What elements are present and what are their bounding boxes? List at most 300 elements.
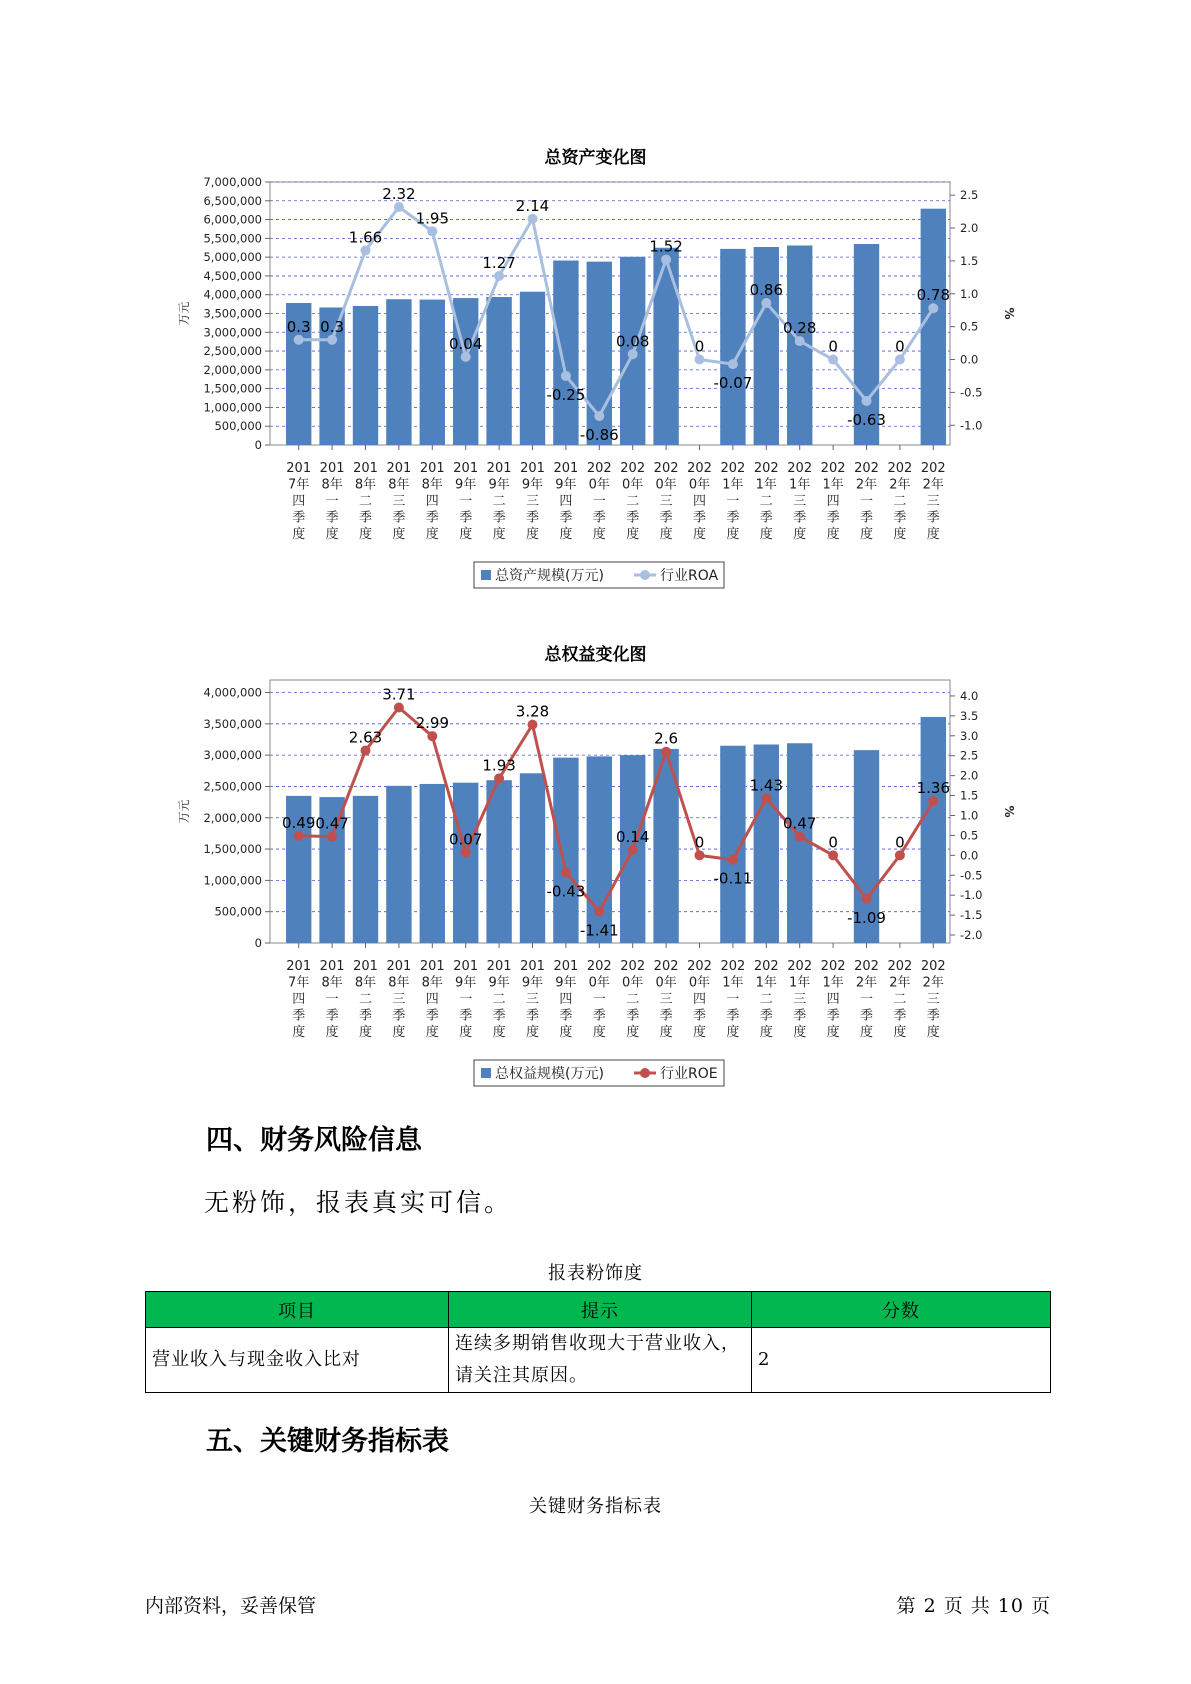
chart-title-assets: 总资产变化图	[544, 148, 647, 168]
data-label: -0.07	[713, 374, 753, 393]
x-tick-label: 201	[553, 959, 579, 974]
data-label: 2.99	[415, 714, 450, 733]
data-label: 2.63	[348, 728, 383, 747]
x-tick-label: 0年	[655, 477, 677, 493]
x-tick-label: 度	[559, 527, 573, 542]
y-left-tick-label: 500,000	[214, 904, 262, 919]
x-tick-label: 1年	[755, 477, 777, 493]
y-left-tick-label: 1,500,000	[203, 381, 262, 396]
data-label: 0.07	[448, 830, 483, 849]
bar	[754, 247, 779, 445]
bar	[921, 209, 946, 445]
line-point	[528, 214, 538, 224]
data-label: 0.47	[315, 814, 349, 833]
risk-table	[145, 1291, 1051, 1393]
data-label: 0.04	[448, 334, 483, 353]
y-right-tick-label: -0.5	[960, 868, 983, 883]
x-tick-label: 2年	[855, 477, 878, 493]
x-tick-label: 202	[653, 959, 679, 974]
legend-line-marker	[640, 570, 650, 580]
x-tick-label: 一	[726, 992, 740, 1007]
x-tick-label: 201	[453, 959, 479, 974]
x-tick-label: 0年	[655, 975, 677, 991]
x-tick-label: 度	[926, 527, 940, 542]
legend-bar-label: 总资产规模(万元)	[495, 568, 604, 584]
line-point	[862, 894, 872, 904]
x-tick-label: 三	[392, 992, 406, 1007]
x-tick-label: 度	[358, 1025, 373, 1040]
x-tick-label: 四	[692, 494, 707, 509]
line-point	[427, 731, 437, 741]
line-point	[795, 832, 805, 842]
x-tick-label: 202	[620, 461, 646, 476]
line-point	[795, 336, 805, 346]
data-label: -0.63	[847, 410, 886, 429]
x-tick-label: 201	[353, 461, 378, 476]
x-tick-label: 1年	[789, 975, 811, 991]
data-label: 0.49	[281, 813, 316, 832]
x-tick-label: 201	[419, 959, 445, 974]
x-tick-label: 三	[392, 494, 406, 509]
x-tick-label: 7年	[288, 477, 310, 493]
y-right-tick-label: 2.0	[960, 221, 979, 236]
line-point	[427, 226, 437, 236]
x-tick-label: 季	[592, 1008, 606, 1024]
data-label: 0.47	[782, 814, 817, 833]
x-tick-label: 8年	[388, 477, 410, 493]
x-tick-label: 四	[292, 992, 306, 1007]
x-tick-label: 0年	[688, 975, 711, 991]
bar	[520, 292, 545, 445]
x-tick-label: 202	[620, 959, 646, 974]
x-tick-label: 一	[592, 494, 606, 509]
x-tick-label: 度	[325, 1025, 339, 1040]
chart-title-equity: 总权益变化图	[544, 645, 647, 665]
y-left-tick-label: 7,000,000	[203, 175, 262, 189]
x-tick-label: 8年	[421, 477, 443, 493]
x-tick-label: 四	[559, 494, 573, 509]
bar	[353, 796, 378, 943]
line-point	[394, 702, 404, 712]
x-tick-label: 202	[687, 461, 712, 476]
data-label: 0.08	[615, 332, 650, 351]
data-label: 3.71	[382, 685, 416, 704]
x-tick-label: 季	[392, 510, 406, 526]
legend-line-marker	[640, 1068, 650, 1078]
bar	[653, 248, 678, 445]
data-label: 0	[895, 337, 905, 356]
x-tick-label: 一	[325, 992, 339, 1007]
x-tick-label: 度	[525, 527, 540, 542]
x-tick-label: 季	[492, 510, 506, 526]
x-tick-label: 季	[826, 510, 840, 526]
line-point	[594, 411, 604, 421]
legend-line-label: 行业ROA	[660, 568, 719, 584]
line-point	[895, 355, 905, 365]
data-label: 0	[828, 337, 838, 356]
x-tick-label: 四	[826, 494, 840, 509]
y-right-unit: %	[1002, 307, 1016, 320]
x-tick-label: 7年	[288, 975, 310, 991]
x-tick-label: 三	[525, 494, 540, 509]
data-label: 0.78	[916, 286, 951, 305]
y-right-tick-label: 2.5	[960, 748, 979, 763]
footer-page-number: 第 2 页 共 10 页	[896, 1595, 1051, 1617]
y-right-tick-label: -1.0	[960, 888, 983, 903]
x-tick-label: 三	[926, 494, 940, 509]
x-tick-label: 度	[392, 527, 406, 542]
y-right-tick-label: 3.5	[960, 708, 979, 723]
x-tick-label: 8年	[354, 477, 377, 493]
x-tick-label: 季	[492, 1008, 506, 1024]
x-tick-label: 三	[659, 494, 673, 509]
x-tick-label: 季	[525, 510, 540, 526]
x-tick-label: 1年	[822, 477, 844, 493]
x-tick-label: 二	[893, 494, 907, 509]
legend-bar-swatch	[481, 570, 491, 580]
column-header-item: 项目	[146, 1292, 449, 1328]
y-left-tick-label: 6,000,000	[203, 212, 262, 227]
data-label: 2.32	[382, 184, 416, 203]
y-left-tick-label: 3,000,000	[203, 325, 262, 340]
x-tick-label: 季	[859, 510, 874, 526]
x-tick-label: 9年	[455, 975, 477, 991]
x-tick-label: 二	[893, 992, 907, 1007]
x-tick-label: 二	[626, 992, 640, 1007]
x-tick-label: 一	[859, 494, 874, 509]
x-tick-label: 季	[626, 510, 640, 526]
line-point	[895, 850, 905, 860]
bar	[420, 300, 445, 445]
y-left-tick-label: 0	[254, 438, 262, 452]
x-tick-label: 一	[726, 494, 740, 509]
x-tick-label: 8年	[321, 477, 343, 493]
x-tick-label: 202	[720, 959, 746, 974]
data-label: 0	[694, 833, 705, 852]
x-tick-label: 季	[759, 510, 773, 526]
x-tick-label: 202	[887, 959, 913, 974]
x-tick-label: 一	[859, 992, 874, 1007]
x-tick-label: 度	[793, 527, 807, 542]
x-tick-label: 季	[626, 1008, 640, 1024]
x-tick-label: 202	[687, 959, 712, 974]
line-point	[361, 245, 371, 255]
x-tick-label: 三	[926, 992, 940, 1007]
x-tick-label: 2年	[855, 975, 878, 991]
bar	[386, 299, 411, 445]
bar	[553, 261, 578, 445]
x-tick-label: 季	[793, 510, 807, 526]
x-tick-label: 202	[887, 461, 913, 476]
x-tick-label: 二	[492, 992, 506, 1007]
y-right-tick-label: 0.0	[960, 848, 979, 863]
x-tick-label: 2年	[922, 975, 944, 991]
x-tick-label: 度	[893, 1025, 907, 1040]
x-tick-label: 季	[659, 510, 673, 526]
bar	[353, 306, 378, 445]
x-tick-label: 度	[292, 527, 306, 542]
x-tick-label: 度	[692, 1025, 707, 1040]
bar	[486, 780, 511, 943]
x-tick-label: 度	[525, 1025, 540, 1040]
x-tick-label: 201	[520, 959, 545, 974]
x-tick-label: 三	[793, 992, 807, 1007]
x-tick-label: 度	[859, 527, 874, 542]
x-tick-label: 9年	[521, 975, 544, 991]
x-tick-label: 一	[459, 494, 473, 509]
line-point	[361, 746, 371, 756]
footer-confidential: 内部资料，妥善保管	[145, 1595, 317, 1617]
x-tick-label: 季	[826, 1008, 840, 1024]
y-right-tick-label: -0.5	[960, 385, 983, 400]
y-right-tick-label: 0.5	[960, 319, 979, 334]
x-tick-label: 度	[626, 1025, 640, 1040]
x-tick-label: 度	[358, 527, 373, 542]
x-tick-label: 度	[859, 1025, 874, 1040]
x-tick-label: 0年	[688, 477, 711, 493]
x-tick-label: 四	[425, 494, 439, 509]
x-tick-label: 三	[525, 992, 540, 1007]
x-tick-label: 季	[292, 510, 306, 526]
x-tick-label: 202	[586, 461, 612, 476]
data-label: 0.14	[615, 827, 650, 846]
x-tick-label: 季	[425, 510, 439, 526]
x-tick-label: 度	[592, 527, 606, 542]
line-point	[494, 773, 504, 783]
x-tick-label: 9年	[555, 975, 577, 991]
x-tick-label: 1年	[822, 975, 844, 991]
x-tick-label: 202	[854, 959, 879, 974]
data-label: 0	[895, 833, 905, 852]
x-tick-label: 季	[525, 1008, 540, 1024]
x-tick-label: 2年	[922, 477, 944, 493]
x-tick-label: 季	[358, 510, 373, 526]
section-heading-key-indicators: 五、关键财务指标表	[206, 1426, 449, 1457]
x-tick-label: 8年	[321, 975, 343, 991]
y-left-tick-label: 500,000	[214, 419, 262, 434]
x-tick-label: 202	[820, 461, 846, 476]
x-tick-label: 0年	[588, 975, 610, 991]
x-tick-label: 季	[592, 510, 606, 526]
x-tick-label: 季	[559, 510, 573, 526]
data-label: 1.36	[916, 779, 951, 798]
x-tick-label: 二	[759, 494, 773, 509]
line-point	[494, 271, 504, 281]
x-tick-label: 季	[559, 1008, 573, 1024]
x-tick-label: 2年	[889, 477, 911, 493]
x-tick-label: 度	[893, 527, 907, 542]
data-label: 0.3	[286, 317, 311, 336]
y-left-tick-label: 2,500,000	[203, 344, 262, 359]
data-label: 3.28	[515, 702, 550, 721]
x-tick-label: 8年	[354, 975, 377, 991]
x-tick-label: 季	[926, 1008, 940, 1024]
x-tick-label: 201	[286, 959, 312, 974]
y-left-tick-label: 0	[254, 936, 262, 950]
y-right-tick-label: -1.0	[960, 418, 983, 433]
y-left-tick-label: 2,500,000	[203, 779, 262, 794]
y-left-tick-label: 1,000,000	[203, 400, 262, 415]
x-tick-label: 度	[826, 1025, 840, 1040]
line-point	[761, 298, 771, 308]
legend-bar-swatch	[481, 1068, 491, 1078]
x-tick-label: 度	[759, 527, 773, 542]
x-tick-label: 二	[626, 494, 640, 509]
x-tick-label: 201	[553, 461, 579, 476]
bar	[921, 717, 946, 943]
data-label: -0.11	[713, 869, 753, 888]
y-right-tick-label: -2.0	[960, 928, 983, 943]
y-right-tick-label: -1.5	[960, 908, 983, 923]
y-right-unit: %	[1002, 805, 1016, 818]
data-label: 0.3	[320, 317, 345, 336]
y-left-unit: 万元	[177, 799, 191, 824]
data-label: 1.93	[482, 756, 516, 775]
x-tick-label: 201	[386, 461, 412, 476]
x-tick-label: 201	[453, 461, 479, 476]
bar	[420, 784, 445, 943]
x-tick-label: 度	[759, 1025, 773, 1040]
x-tick-label: 度	[392, 1025, 406, 1040]
x-tick-label: 季	[726, 510, 740, 526]
x-tick-label: 四	[692, 992, 707, 1007]
x-tick-label: 季	[459, 1008, 473, 1024]
line-point	[394, 202, 404, 212]
x-tick-label: 202	[920, 959, 946, 974]
y-left-tick-label: 3,000,000	[203, 748, 262, 763]
x-tick-label: 一	[325, 494, 339, 509]
bar	[386, 786, 411, 943]
line-point	[628, 349, 638, 359]
x-tick-label: 四	[826, 992, 840, 1007]
y-left-tick-label: 4,000,000	[203, 287, 262, 302]
x-tick-label: 三	[659, 992, 673, 1007]
x-tick-label: 0年	[588, 477, 610, 493]
x-tick-label: 季	[425, 1008, 439, 1024]
bar	[553, 758, 578, 943]
data-label: -0.25	[546, 385, 586, 404]
x-tick-label: 季	[893, 1008, 907, 1024]
line-point	[828, 355, 838, 365]
x-tick-label: 202	[720, 461, 746, 476]
x-tick-label: 202	[586, 959, 612, 974]
line-point	[628, 845, 638, 855]
line-point	[561, 371, 571, 381]
x-tick-label: 9年	[455, 477, 477, 493]
x-tick-label: 202	[787, 461, 813, 476]
risk-conclusion-text: 无粉饰，报表真实可信。	[204, 1188, 513, 1217]
line-point	[561, 867, 571, 877]
section-heading-risk: 四、财务风险信息	[206, 1125, 422, 1156]
x-tick-label: 度	[459, 1025, 473, 1040]
x-tick-label: 202	[854, 461, 879, 476]
x-tick-label: 季	[358, 1008, 373, 1024]
x-tick-label: 度	[659, 1025, 673, 1040]
y-right-tick-label: 4.0	[960, 688, 979, 703]
x-tick-label: 度	[425, 1025, 439, 1040]
x-tick-label: 季	[692, 1008, 707, 1024]
line-point	[461, 848, 471, 858]
x-tick-label: 度	[692, 527, 707, 542]
x-tick-label: 度	[592, 1025, 606, 1040]
line-point	[461, 352, 471, 362]
x-tick-label: 季	[859, 1008, 874, 1024]
x-tick-label: 201	[486, 959, 512, 974]
line-point	[828, 850, 838, 860]
x-tick-label: 2年	[889, 975, 911, 991]
cell-hint: 连续多期销售收现大于营业收入，请关注其原因。	[449, 1328, 752, 1393]
x-tick-label: 8年	[421, 975, 443, 991]
x-tick-label: 1年	[722, 477, 744, 493]
data-label: 1.66	[348, 228, 383, 247]
x-tick-label: 季	[659, 1008, 673, 1024]
line-point	[294, 335, 304, 345]
line-point	[695, 355, 705, 365]
data-label: -0.86	[579, 426, 619, 445]
y-left-tick-label: 2,000,000	[203, 810, 262, 825]
line-point	[928, 303, 938, 313]
y-right-tick-label: 0.0	[960, 352, 979, 367]
x-tick-label: 度	[793, 1025, 807, 1040]
x-tick-label: 1年	[755, 975, 777, 991]
x-tick-label: 9年	[488, 477, 510, 493]
line-point	[728, 359, 738, 369]
line-point	[327, 335, 337, 345]
x-tick-label: 度	[425, 527, 439, 542]
data-label: 2.6	[654, 729, 679, 748]
x-tick-label: 201	[353, 959, 378, 974]
data-label: 2.14	[515, 196, 550, 215]
key-indicators-caption: 关键财务指标表	[529, 1496, 662, 1517]
line-point	[728, 855, 738, 865]
legend-bar-label: 总权益规模(万元)	[495, 1066, 604, 1082]
x-tick-label: 度	[492, 527, 506, 542]
y-right-tick-label: 1.0	[960, 808, 979, 823]
x-tick-label: 度	[926, 1025, 940, 1040]
column-header-score: 分数	[752, 1292, 1051, 1328]
y-left-tick-label: 3,500,000	[203, 716, 262, 731]
x-tick-label: 季	[893, 510, 907, 526]
x-tick-label: 二	[492, 494, 506, 509]
x-tick-label: 201	[486, 461, 512, 476]
legend-line-label: 行业ROE	[660, 1066, 718, 1082]
y-left-tick-label: 4,000,000	[203, 685, 262, 700]
line-point	[294, 831, 304, 841]
x-tick-label: 三	[793, 494, 807, 509]
x-tick-label: 季	[759, 1008, 773, 1024]
x-tick-label: 度	[626, 527, 640, 542]
x-tick-label: 202	[753, 959, 779, 974]
x-tick-label: 二	[759, 992, 773, 1007]
x-tick-label: 季	[692, 510, 707, 526]
x-tick-label: 度	[459, 527, 473, 542]
y-right-tick-label: 2.5	[960, 188, 979, 203]
x-tick-label: 1年	[789, 477, 811, 493]
x-tick-label: 202	[787, 959, 813, 974]
x-tick-label: 202	[653, 461, 679, 476]
total-equity-chart	[0, 668, 1191, 1088]
line-point	[594, 907, 604, 917]
x-tick-label: 季	[392, 1008, 406, 1024]
x-tick-label: 202	[920, 461, 946, 476]
x-tick-label: 季	[292, 1008, 306, 1024]
bar	[520, 773, 545, 943]
y-right-tick-label: 1.5	[960, 253, 979, 268]
bar	[453, 783, 478, 943]
y-right-tick-label: 1.0	[960, 286, 979, 301]
x-tick-label: 一	[592, 992, 606, 1007]
y-left-tick-label: 1,000,000	[203, 873, 262, 888]
